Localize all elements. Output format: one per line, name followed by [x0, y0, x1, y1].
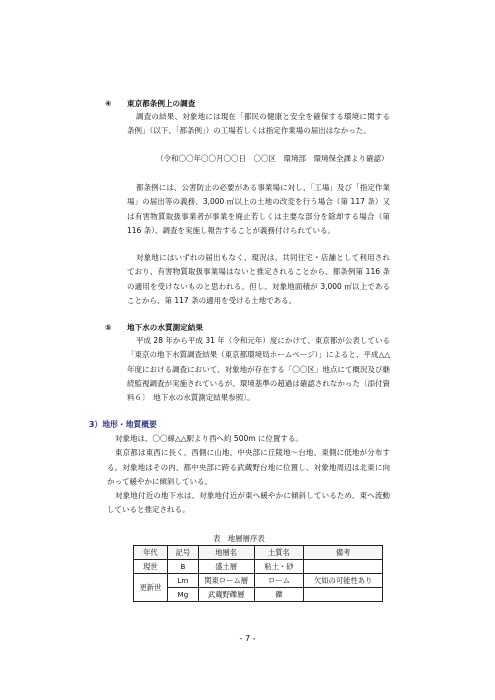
header-note: 備考: [304, 546, 383, 560]
table-row: [134, 588, 383, 602]
header-era: 年代: [134, 546, 168, 560]
cell-era: 更新世: [134, 574, 168, 602]
section-4-title: 東京都条例上の調査: [127, 99, 196, 108]
cell-era: 現世: [134, 560, 168, 574]
section-4-para-2-text: 都条例には、公害防止の必要がある事業場に対し、「工場」及び「指定作業場」の届出等の義務、3,000 ㎡以上の土地の改変を行う場合（第 117 条）又は有害物質取扱事業者が事業を廃止若しくは主要な部分を除却する場合（第 116 条）、調査を実施し報告することが義務付けられている。: [127, 183, 390, 235]
section-4-para-2: [127, 181, 390, 238]
cell-stratum: 武蔵野礫層: [198, 588, 254, 602]
topography-section: [107, 432, 390, 518]
topography-para-2: 東京都は東西に長く、西側に山地、中央部に丘陵地～台地、東側に低地が分布する。対象地はその内、都中央部に跨る武蔵野台地に位置し、対象地周辺は北東に向かって緩やかに傾斜している。: [107, 448, 390, 486]
cell-note: [304, 588, 383, 602]
section-4-number: ④: [105, 99, 112, 108]
section-5-heading: [105, 322, 203, 333]
cell-soil: 粘土・砂: [254, 560, 304, 574]
table-caption: 表 地層層序表: [213, 534, 265, 543]
topography-para-3: 対象地付近の地下水は、対象地付近が東へ緩やかに傾斜しているため、東へ流動していると推定される。: [107, 491, 390, 515]
section-4-body: [127, 110, 390, 139]
section-5-body: [127, 334, 390, 405]
heading-3: 3）地形・地質概要: [89, 420, 157, 429]
section-4-heading: [105, 98, 195, 109]
page-number: - 7 -: [239, 634, 256, 643]
cell-soil: ローム: [254, 574, 304, 588]
header-stratum: 地層名: [198, 546, 254, 560]
cell-note: [304, 560, 383, 574]
table-row: [134, 560, 383, 574]
header-symbol: 記号: [167, 546, 198, 560]
cell-symbol: B: [167, 560, 198, 574]
cell-symbol: Mg: [167, 588, 198, 602]
section-4-para-3: [127, 251, 390, 308]
cell-stratum: 盛土層: [198, 560, 254, 574]
topography-para-1: 対象地は、〇〇線△△駅より西へ約 500m に位置する。: [115, 434, 303, 443]
strata-table: [133, 545, 383, 602]
section-5-title: 地下水の水質測定結果: [127, 323, 203, 332]
section-5-number: ⑤: [105, 323, 112, 332]
header-soil: 土質名: [254, 546, 304, 560]
cell-symbol: Lm: [167, 574, 198, 588]
cell-soil: 礫: [254, 588, 304, 602]
table-row: [134, 574, 383, 588]
section-4-body-text: 調査の結果、対象地には現在「都民の健康と安全を確保する環境に関する条例」（以下、「都条例」）の工場若しくは指定作業場の届出はなかった。: [127, 112, 390, 136]
section-4-confirmation: （令和〇〇年〇〇月〇〇日 〇〇区 環境部 環境保全課より確認）: [156, 154, 389, 163]
cell-stratum: 関東ローム層: [198, 574, 254, 588]
section-5-body-text: 平成 28 年から平成 31 年（令和元年）度にかけて、東京都が公表している「東京の地下水質調査結果（東京都環境局ホームページ）」によると、平成△△年度における調査において、対象地が存在する「〇〇区」地点にて概況及び継続監視調査が実施されているが、環境基準の超過は確認されなかった〔添付資料６〕 地下水の水質測定結果参照〕。: [127, 336, 390, 403]
cell-note: 欠如の可能性あり: [304, 574, 383, 588]
section-4-para-3-text: 対象地にはいずれの届出もなく、現況は、共同住宅・店舗として利用されており、有害物質取扱事業場はないと推定されることから、都条例第 116 条の適用を受けないものと思われる。但し、対象地面積が 3,000 ㎡以上であることから、第 117 条の適用を受ける土地である。: [127, 253, 390, 305]
table-header-row: [134, 546, 383, 560]
